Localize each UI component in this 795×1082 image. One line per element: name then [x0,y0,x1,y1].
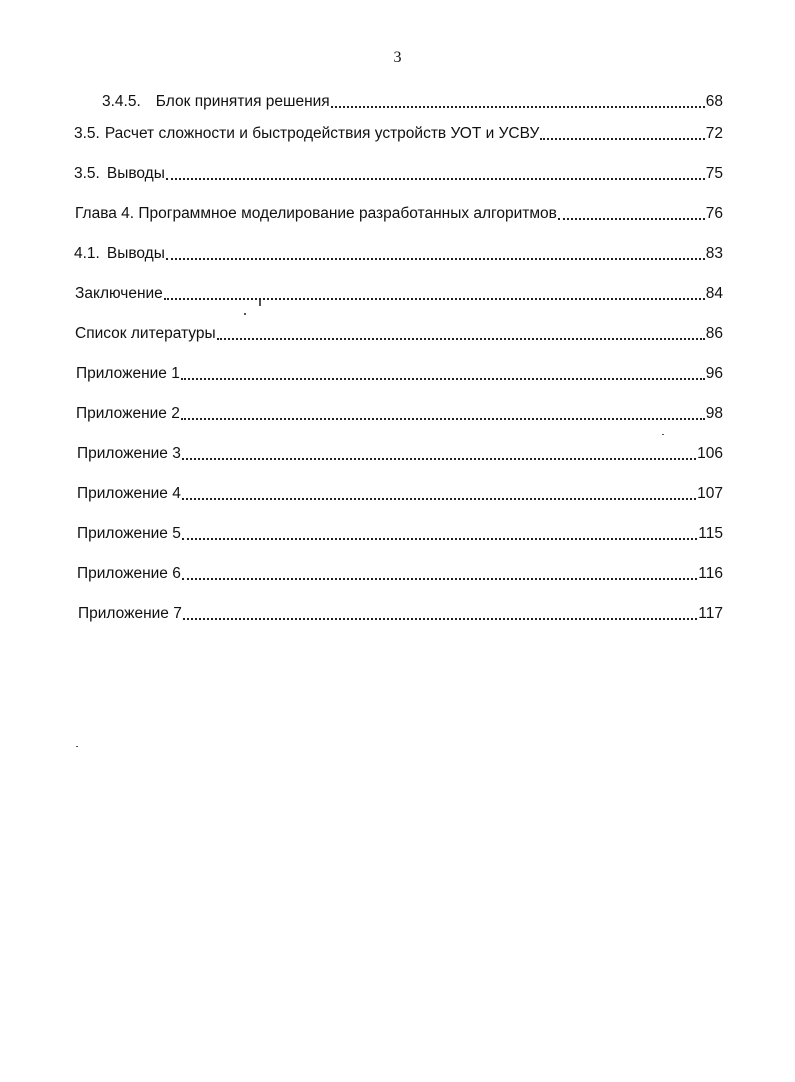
toc-entry-page: 72 [705,125,723,142]
dot-leader [182,524,697,540]
toc-entry-number: 3.4.5. [102,93,141,110]
toc-entry-title: Выводы [106,245,165,262]
toc-entry-appendix-7 [78,600,723,624]
dot-leader [182,444,696,460]
toc-entry-page: 76 [705,205,723,222]
toc-entry-appendix-5 [77,520,723,544]
toc-entry-page: 107 [697,485,723,502]
toc-entry-page: 83 [705,245,723,262]
toc-entry-conclusion [75,280,723,304]
dot-leader [183,604,697,620]
toc-entry-title: Глава 4. Программное моделирование разработанных алгоритмов [75,205,557,222]
toc-entry-page: 106 [697,445,723,462]
dot-leader [181,404,705,420]
toc-entry-title: Заключение [75,285,163,302]
toc-entry-title: Выводы [106,165,165,182]
dot-leader [182,564,697,580]
toc-entry-title: Приложение 1 [76,365,180,382]
toc-entry-page: 98 [705,405,723,422]
dot-leader [540,124,704,140]
toc-entry-title: Приложение 5 [77,525,181,542]
dot-leader [166,244,705,260]
toc-entry-appendix-3 [77,440,723,464]
toc-entry-page: 75 [705,165,723,182]
toc-entry-page: 68 [705,93,723,110]
toc-entry-3-4-5 [102,88,723,112]
toc-entry-page: 116 [698,565,723,582]
toc-entry-title: Приложение 7 [78,605,182,622]
toc-entry-appendix-1 [76,360,723,384]
toc-entry-4-1-conclusions [74,240,723,264]
toc-entry-title: Блок принятия решения [155,93,330,110]
toc-entry-title: Приложение 2 [76,405,180,422]
dot-leader [181,364,705,380]
toc-entry-page: 117 [698,605,723,622]
toc-entry-page: 86 [705,325,723,342]
dot-leader [558,204,705,220]
dot-leader [331,92,705,108]
toc-entry-title: Приложение 4 [77,485,181,502]
page-number: 3 [393,49,402,66]
dot-leader [182,484,696,500]
toc-entry-number: 4.1. [74,245,100,262]
scan-speck [259,300,261,306]
dot-leader [217,324,705,340]
toc-entry-3-5-conclusions [74,160,723,184]
toc-entry-references [75,320,723,344]
scan-speck [662,434,664,435]
toc-entry-title: Приложение 3 [77,445,181,462]
toc-entry-chapter-4 [75,200,723,224]
toc-entry-page: 96 [705,365,723,382]
scan-speck [76,746,78,747]
toc-entry-title: Список литературы [75,325,216,342]
dot-leader [166,164,705,180]
toc-entry-title: Расчет сложности и быстродействия устройств УОТ и УСВУ [104,125,540,142]
toc-entry-appendix-6 [77,560,723,584]
toc-entry-appendix-2 [76,400,723,424]
toc-entry-3-5-calc [74,120,723,144]
toc-entry-page: 115 [698,525,723,542]
dot-leader [164,284,705,300]
scan-speck [244,313,246,315]
toc-entry-appendix-4 [77,480,723,504]
toc-entry-number: 3.5. [74,165,100,182]
toc-entry-number: 3.5. [74,125,100,142]
toc-entry-title: Приложение 6 [77,565,181,582]
toc-entry-page: 84 [705,285,723,302]
